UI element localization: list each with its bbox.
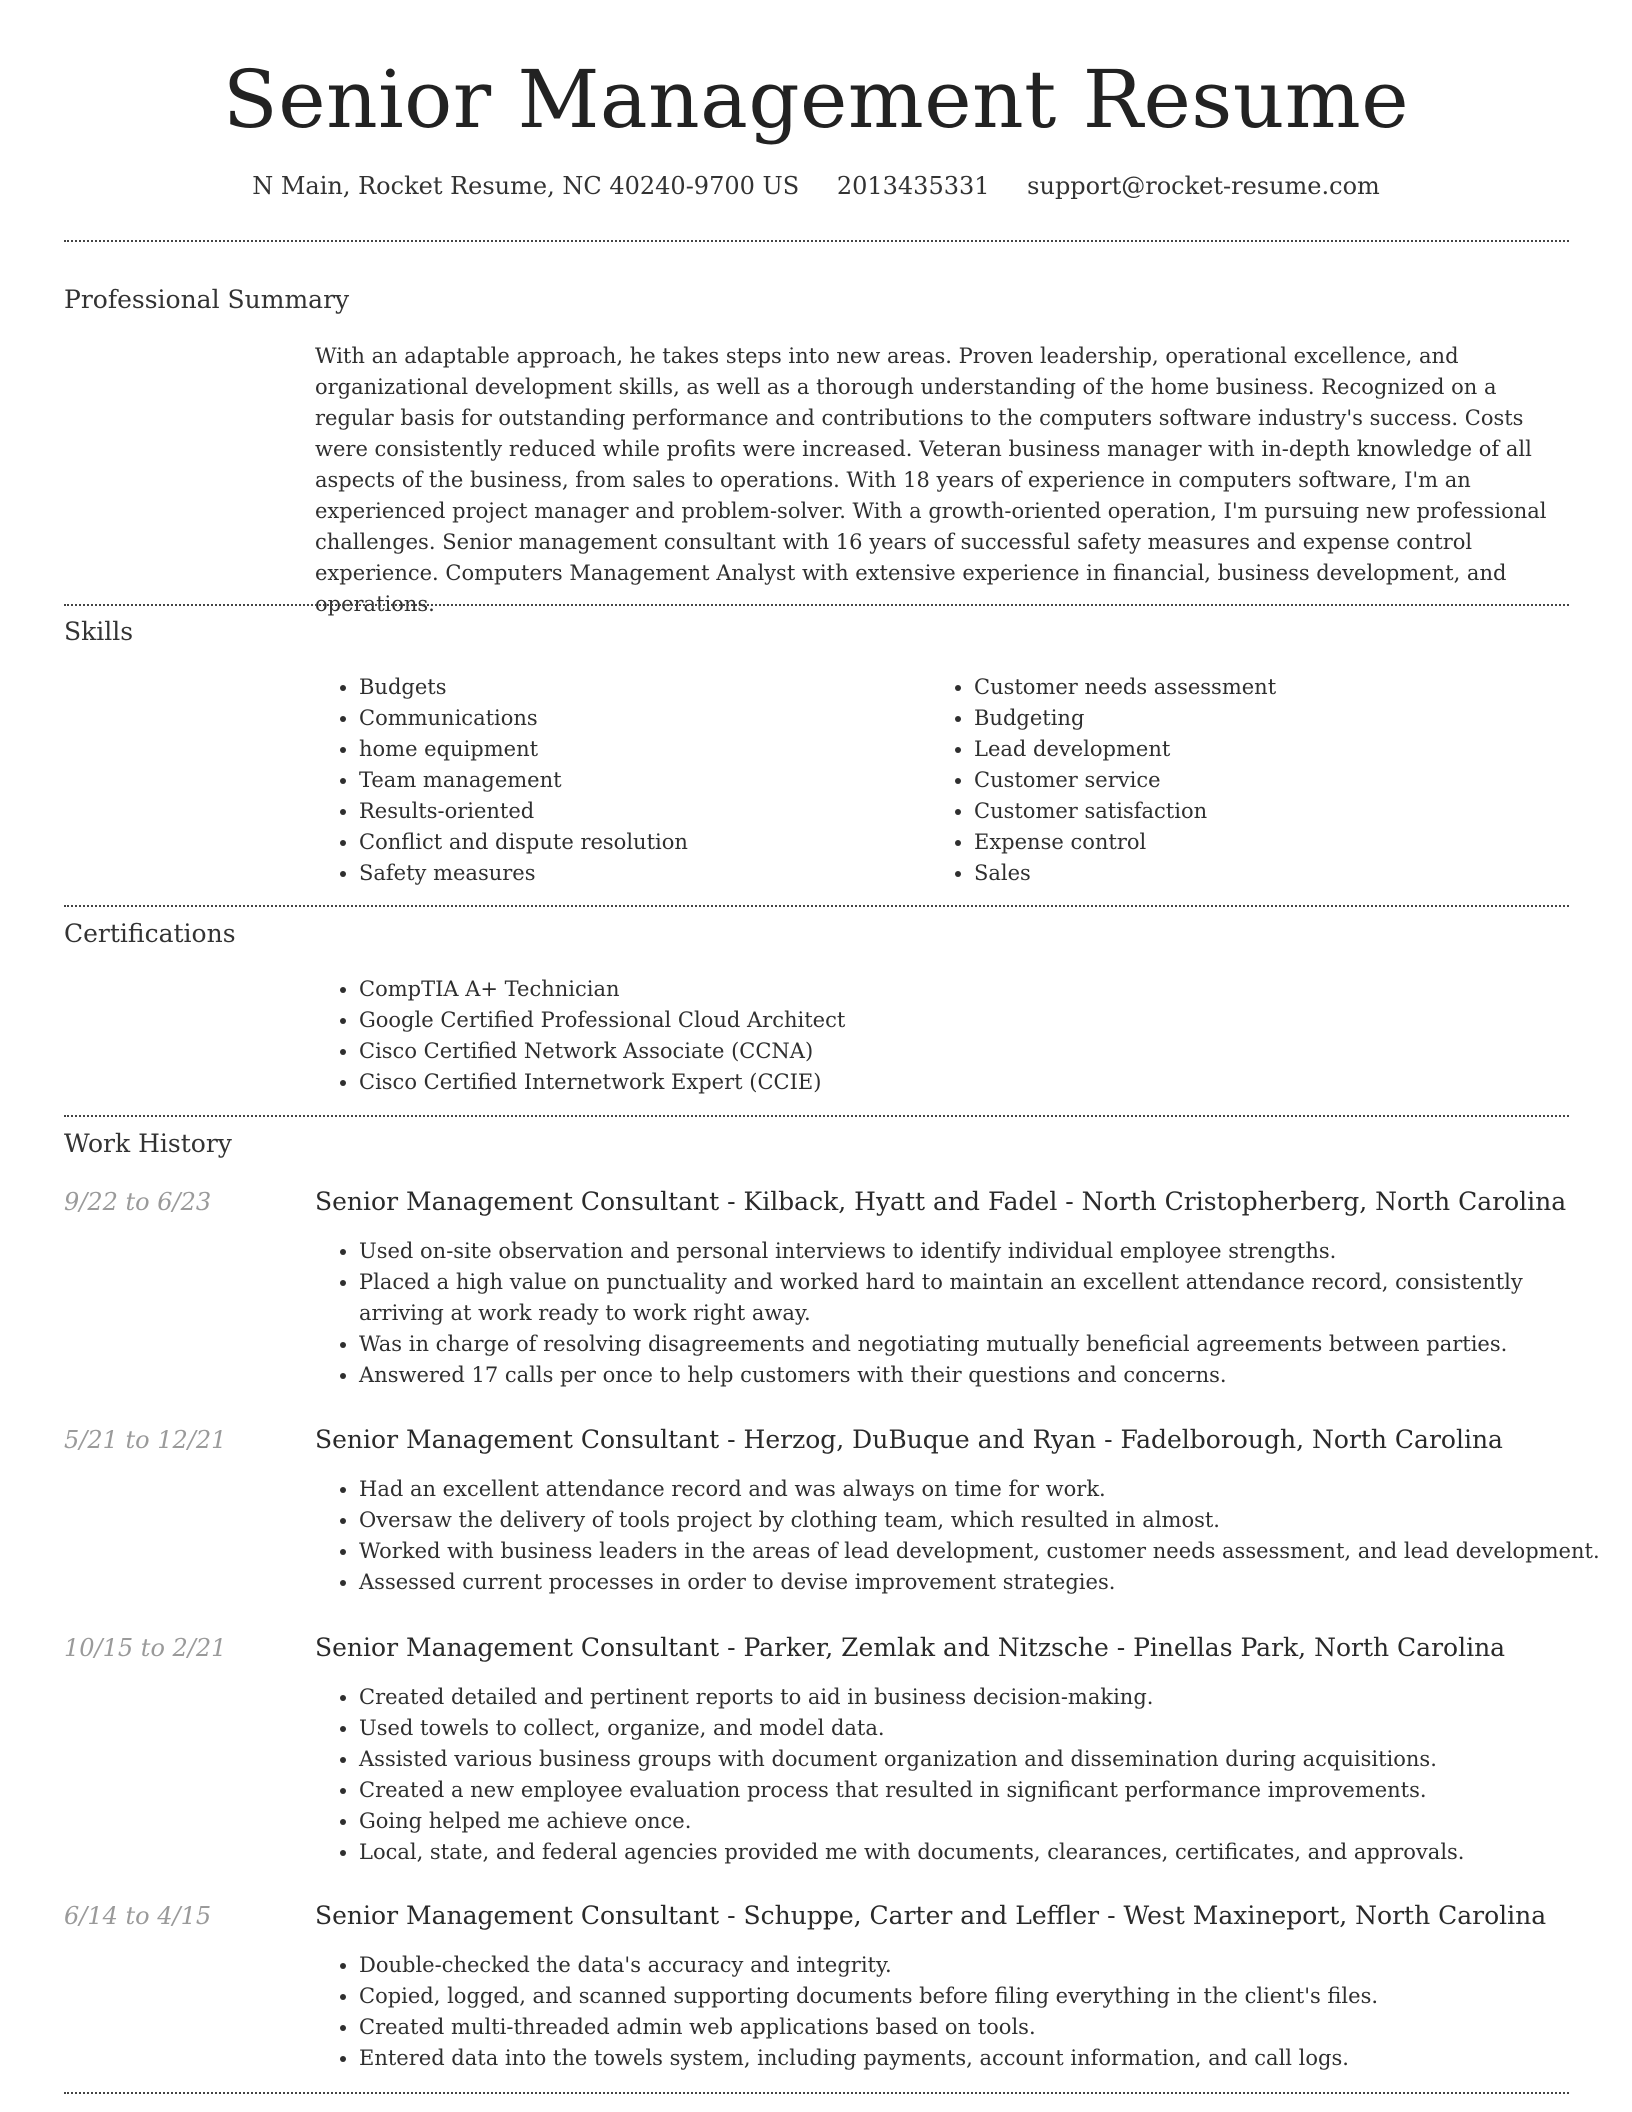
certification-item: • CompTIA A+ Technician xyxy=(359,974,1609,1005)
job-dates: 10/15 to 2/21 xyxy=(64,1634,227,1662)
job-bullet: • Local, state, and federal agencies provided me with documents, clearances, certificates, and approvals. xyxy=(359,1837,1609,1868)
phone: 2013435331 xyxy=(836,172,990,200)
job-bullet: • Created a new employee evaluation process that resulted in significant performance improvements. xyxy=(359,1775,1609,1806)
resume-title: Senior Management Resume xyxy=(222,53,1410,146)
skills-list-left xyxy=(315,672,919,889)
job-bullet: • Worked with business leaders in the areas of lead development, customer needs assessment, and lead development. xyxy=(359,1536,1609,1567)
certification-item: • Cisco Certified Internetwork Expert (CCIE) xyxy=(359,1067,1609,1098)
job-bullet: • Placed a high value on punctuality and worked hard to maintain an excellent attendance record, consistently arriving at work ready to work right away. xyxy=(359,1267,1609,1329)
skill-item: • Team management xyxy=(359,765,919,796)
work-history-heading: Work History xyxy=(64,1129,232,1158)
certification-item: • Google Certified Professional Cloud Architect xyxy=(359,1005,1609,1036)
job-bullets xyxy=(315,1682,1609,1868)
skill-item: • Customer service xyxy=(974,765,1594,796)
job-bullet: • Assisted various business groups with document organization and dissemination during acquisitions. xyxy=(359,1744,1609,1775)
job-title: Senior Management Consultant - Schuppe, Carter and Leffler - West Maxineport, North Carolina xyxy=(315,1901,1547,1930)
certifications-heading: Certifications xyxy=(64,919,236,948)
job-bullet: • Used on-site observation and personal interviews to identify individual employee strengths. xyxy=(359,1236,1609,1267)
job-title: Senior Management Consultant - Herzog, DuBuque and Ryan - Fadelborough, North Carolina xyxy=(315,1425,1503,1454)
skill-item: • Budgeting xyxy=(974,703,1594,734)
job-title: Senior Management Consultant - Parker, Zemlak and Nitzsche - Pinellas Park, North Carolina xyxy=(315,1633,1506,1662)
skill-item: • Budgets xyxy=(359,672,919,703)
skill-item: • Communications xyxy=(359,703,919,734)
certification-item: • Cisco Certified Network Associate (CCNA) xyxy=(359,1036,1609,1067)
skill-item: • Lead development xyxy=(974,734,1594,765)
skill-item: • Safety measures xyxy=(359,858,919,889)
divider xyxy=(64,240,1569,242)
job-bullet: • Assessed current processes in order to devise improvement strategies. xyxy=(359,1567,1609,1598)
email: support@rocket-resume.com xyxy=(1027,172,1380,200)
job-dates: 9/22 to 6/23 xyxy=(64,1188,212,1216)
address: N Main, Rocket Resume, NC 40240-9700 US xyxy=(252,172,800,200)
divider xyxy=(64,2092,1569,2094)
skill-item: • Customer satisfaction xyxy=(974,796,1594,827)
job-title: Senior Management Consultant - Kilback, Hyatt and Fadel - North Cristopherberg, North Carolina xyxy=(315,1187,1567,1216)
skills-list-right xyxy=(930,672,1594,889)
job-bullets xyxy=(315,1474,1609,1598)
job-bullets xyxy=(315,1950,1609,2074)
skill-item: • Sales xyxy=(974,858,1594,889)
job-bullets xyxy=(315,1236,1609,1391)
job-bullet: • Answered 17 calls per once to help customers with their questions and concerns. xyxy=(359,1360,1609,1391)
contact-line xyxy=(0,170,1632,202)
job-bullet: • Created multi-threaded admin web applications based on tools. xyxy=(359,2012,1609,2043)
certifications-list xyxy=(315,974,1609,1098)
job-bullet: • Copied, logged, and scanned supporting documents before filing everything in the client's files. xyxy=(359,1981,1609,2012)
job-bullet: • Oversaw the delivery of tools project by clothing team, which resulted in almost. xyxy=(359,1505,1609,1536)
divider xyxy=(64,1115,1569,1117)
job-bullet: • Double-checked the data's accuracy and integrity. xyxy=(359,1950,1609,1981)
skill-item: • Conflict and dispute resolution xyxy=(359,827,919,858)
divider xyxy=(64,905,1569,907)
job-dates: 5/21 to 12/21 xyxy=(64,1426,227,1454)
job-bullet: • Entered data into the towels system, including payments, account information, and call logs. xyxy=(359,2043,1609,2074)
job-bullet: • Had an excellent attendance record and was always on time for work. xyxy=(359,1474,1609,1505)
skill-item: • home equipment xyxy=(359,734,919,765)
skill-item: • Results-oriented xyxy=(359,796,919,827)
job-bullet: • Created detailed and pertinent reports to aid in business decision-making. xyxy=(359,1682,1609,1713)
job-dates: 6/14 to 4/15 xyxy=(64,1902,212,1930)
divider xyxy=(64,604,1569,606)
job-bullet: • Going helped me achieve once. xyxy=(359,1806,1609,1837)
job-bullet: • Used towels to collect, organize, and model data. xyxy=(359,1713,1609,1744)
skill-item: • Expense control xyxy=(974,827,1594,858)
summary-heading: Professional Summary xyxy=(64,285,350,314)
skill-item: • Customer needs assessment xyxy=(974,672,1594,703)
summary-text: With an adaptable approach, he takes steps into new areas. Proven leadership, operational excellence, and organizational development skills, as well as a thorough understanding of the home business. Recognized on a regular basis for outstanding performance and contributions to the computers software industry's success. Costs were consistently reduced while profits were increased. Veteran business manager with in-depth knowledge of all aspects of the business, from sales to operations. With 18 years of experience in computers software, I'm an experienced project manager and problem-solver. With a growth-oriented operation, I'm pursuing new professional challenges. Senior management consultant with 16 years of successful safety measures and expense control experience. Computers Management Analyst with extensive experience in financial, business development, and operations. xyxy=(315,344,1547,616)
skills-heading: Skills xyxy=(64,617,134,646)
job-bullet: • Was in charge of resolving disagreements and negotiating mutually beneficial agreements between parties. xyxy=(359,1329,1609,1360)
